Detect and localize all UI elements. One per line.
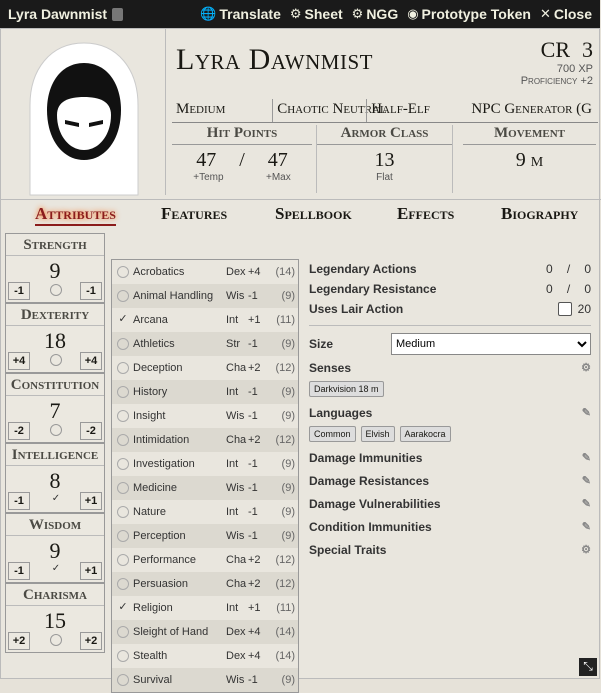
ability-label[interactable]: Charisma	[6, 584, 104, 606]
ability-label[interactable]: Constitution	[6, 374, 104, 396]
window-header	[0, 0, 600, 28]
skill-name[interactable]: Sleight of Hand	[133, 626, 209, 638]
skill-modifier[interactable]: +1	[248, 314, 261, 326]
prototype-token-button[interactable]	[407, 6, 531, 22]
skill-modifier[interactable]: -1	[248, 410, 258, 422]
check-icon[interactable]: ✓	[118, 601, 128, 613]
control-label: Sheet	[304, 6, 343, 22]
globe-icon: 🌐	[200, 6, 217, 21]
legendary-resistance-row: Legendary Resistance 0 / 0	[309, 282, 591, 296]
window-title: Lyra Dawnmist	[8, 6, 108, 22]
ability-modifier[interactable]: +2	[8, 632, 30, 650]
ability-modifier[interactable]: -2	[8, 422, 30, 440]
sheet-tabs	[1, 199, 601, 229]
circle-icon[interactable]	[117, 410, 129, 422]
special-traits-label: Special Traits	[309, 542, 387, 557]
skill-passive: (14)	[275, 626, 295, 638]
circle-icon[interactable]	[50, 284, 62, 296]
skill-row	[112, 548, 298, 572]
skill-ability[interactable]: Cha	[226, 434, 247, 446]
ability-scores	[5, 233, 105, 653]
skill-modifier[interactable]: -1	[248, 482, 258, 494]
skill-row	[112, 332, 298, 356]
languages-label: Languages	[309, 405, 373, 420]
traits-panel	[309, 259, 591, 561]
skill-row	[112, 596, 298, 620]
xp-value: 700 XP	[556, 63, 593, 75]
ability-strength	[5, 233, 105, 303]
circle-icon[interactable]	[117, 290, 129, 302]
size-detail[interactable]: Medium	[176, 101, 226, 117]
ability-modifier[interactable]: -1	[8, 282, 30, 300]
skill-ability[interactable]: Int	[226, 314, 239, 326]
gear-icon: ⚙	[289, 6, 302, 21]
size-label: Size	[309, 337, 334, 351]
ability-score[interactable]: 15	[44, 608, 66, 633]
skill-name[interactable]: Religion	[133, 602, 173, 614]
condition-immunities-label: Condition Immunities	[309, 519, 432, 534]
translate-button[interactable]	[200, 6, 281, 22]
hp-separator: /	[239, 149, 245, 171]
ability-dexterity	[5, 303, 105, 373]
languages-tags	[309, 426, 591, 442]
skill-name[interactable]: Performance	[133, 554, 196, 566]
skill-ability[interactable]: Wis	[226, 674, 245, 686]
circle-icon[interactable]	[117, 338, 129, 350]
ability-label[interactable]: Strength	[6, 234, 104, 256]
skill-passive: (9)	[281, 674, 295, 686]
languages-row	[309, 401, 591, 424]
skill-modifier[interactable]: -1	[248, 386, 258, 398]
control-label: Translate	[219, 6, 281, 22]
damage-resistances-row	[309, 469, 591, 492]
ability-modifier[interactable]: -1	[8, 492, 30, 510]
skill-ability[interactable]: Cha	[226, 554, 247, 566]
ability-constitution	[5, 373, 105, 443]
ability-score[interactable]: 18	[44, 328, 66, 353]
skill-row	[112, 404, 298, 428]
proficiency-value: Proficiency +2	[520, 75, 593, 87]
skill-modifier[interactable]: +2	[248, 434, 261, 446]
legendary-resistance-max[interactable]: 0	[584, 282, 591, 296]
skill-passive: (9)	[281, 410, 295, 422]
skill-ability[interactable]: Int	[226, 602, 239, 614]
skill-name[interactable]: Nature	[133, 506, 167, 518]
skill-ability[interactable]: Wis	[226, 410, 245, 422]
skill-modifier[interactable]: -1	[248, 458, 258, 470]
senses-label: Senses	[309, 360, 352, 375]
ability-score[interactable]: 8	[49, 468, 61, 493]
user-circle-icon: ◉	[407, 6, 419, 21]
circle-icon[interactable]	[50, 634, 62, 646]
ability-label[interactable]: Dexterity	[6, 304, 104, 326]
ability-score[interactable]: 9	[49, 258, 61, 283]
lair-action-label: Uses Lair Action	[309, 302, 404, 316]
edit-icon[interactable]: ✎	[581, 452, 591, 464]
circle-icon[interactable]	[117, 626, 129, 638]
challenge-rating	[521, 37, 593, 87]
skill-modifier[interactable]: +2	[248, 578, 261, 590]
skill-modifier[interactable]: -1	[248, 506, 258, 518]
circle-icon[interactable]	[117, 506, 129, 518]
saving-throw[interactable]: +2	[80, 632, 102, 650]
skill-row	[112, 356, 298, 380]
edit-icon[interactable]: ✎	[581, 521, 591, 533]
circle-icon[interactable]	[117, 458, 129, 470]
skill-passive: (12)	[275, 554, 295, 566]
circle-icon[interactable]	[117, 386, 129, 398]
skill-ability[interactable]: Wis	[226, 530, 245, 542]
legendary-actions-label: Legendary Actions	[309, 262, 417, 276]
skill-name[interactable]: Medicine	[133, 482, 178, 494]
lair-action-checkbox[interactable]	[558, 302, 572, 316]
circle-icon[interactable]	[117, 554, 129, 566]
skill-ability[interactable]: Int	[226, 386, 239, 398]
cr-label: CR	[540, 37, 570, 62]
lair-initiative-value[interactable]: 20	[577, 302, 591, 316]
skill-ability[interactable]: Int	[226, 506, 239, 518]
skill-passive: (9)	[281, 290, 295, 302]
sheet-button[interactable]	[290, 6, 343, 22]
tab-biography[interactable]: Biography	[501, 204, 579, 223]
character-sheet	[0, 28, 600, 686]
skill-ability[interactable]: Cha	[226, 362, 247, 374]
tab-features[interactable]: Features	[161, 204, 228, 223]
circle-icon[interactable]	[117, 674, 129, 686]
skill-name[interactable]: Perception	[133, 530, 186, 542]
legendary-resistance-value[interactable]: 0	[546, 282, 553, 296]
lair-action-row	[309, 299, 591, 319]
condition-immunities-row	[309, 515, 591, 538]
skill-name[interactable]: Intimidation	[133, 434, 190, 446]
gear-icon: ⚙	[351, 6, 364, 21]
skill-name[interactable]: Arcana	[133, 314, 168, 326]
skill-row	[112, 380, 298, 404]
tab-attributes[interactable]: Attributes	[35, 204, 116, 226]
skill-row	[112, 428, 298, 452]
skill-modifier[interactable]: +4	[248, 650, 261, 662]
saving-throw[interactable]: -2	[80, 422, 102, 440]
circle-icon[interactable]	[117, 482, 129, 494]
skill-passive: (9)	[281, 338, 295, 350]
check-icon[interactable]: ✓	[51, 563, 61, 574]
circle-icon[interactable]	[50, 424, 62, 436]
tab-spellbook[interactable]: Spellbook	[275, 204, 352, 223]
document-id-icon[interactable]	[112, 8, 123, 21]
hit-points-label: Hit Points	[172, 125, 312, 145]
skill-row	[112, 572, 298, 596]
skill-modifier[interactable]: -1	[248, 290, 258, 302]
circle-icon[interactable]	[117, 362, 129, 374]
skill-ability[interactable]: Wis	[226, 290, 245, 302]
ability-score[interactable]: 9	[49, 538, 61, 563]
legendary-actions-max[interactable]: 0	[584, 262, 591, 276]
saving-throw[interactable]: +1	[80, 562, 102, 580]
tag: Elvish	[361, 426, 395, 442]
hp-temp-max[interactable]: +Max	[266, 172, 291, 183]
control-label: Close	[553, 6, 592, 22]
skill-row	[112, 284, 298, 308]
race-detail[interactable]: Half-Elf	[366, 99, 467, 122]
close-button[interactable]	[540, 6, 592, 22]
circle-icon[interactable]	[117, 266, 129, 278]
circle-icon[interactable]	[117, 434, 129, 446]
legendary-resistance-label: Legendary Resistance	[309, 282, 437, 296]
senses-tags	[309, 381, 591, 397]
skill-row	[112, 644, 298, 668]
circle-icon[interactable]	[117, 578, 129, 590]
size-row	[309, 332, 591, 356]
tag: Darkvision 18 m	[309, 381, 384, 397]
legendary-actions-row: Legendary Actions 0 / 0	[309, 262, 591, 276]
saving-throw[interactable]: -1	[80, 282, 102, 300]
damage-immunities-label: Damage Immunities	[309, 450, 423, 465]
skill-passive: (9)	[281, 530, 295, 542]
size-select[interactable]	[391, 333, 591, 355]
tab-effects[interactable]: Effects	[397, 204, 455, 223]
close-icon: ✕	[539, 6, 551, 21]
skill-modifier[interactable]: +1	[248, 602, 261, 614]
armor-class-label: Armor Class	[317, 125, 452, 145]
skill-passive: (9)	[281, 386, 295, 398]
skill-row	[112, 620, 298, 644]
hp-max[interactable]: 47	[267, 149, 288, 171]
skill-ability[interactable]: Int	[226, 458, 239, 470]
ability-label[interactable]: Wisdom	[6, 514, 104, 536]
ability-intelligence	[5, 443, 105, 513]
skill-row	[112, 476, 298, 500]
skill-passive: (11)	[276, 314, 295, 326]
skill-modifier[interactable]: +2	[248, 554, 261, 566]
skill-name[interactable]: Insight	[133, 410, 166, 422]
gear-icon[interactable]: ⚙	[581, 544, 591, 556]
skill-modifier[interactable]: -1	[248, 674, 258, 686]
skill-passive: (9)	[281, 458, 295, 470]
skill-row	[112, 524, 298, 548]
tag: Common	[309, 426, 356, 442]
gear-icon[interactable]: ⚙	[581, 362, 591, 374]
skill-ability[interactable]: Dex	[226, 266, 246, 278]
skill-passive: (12)	[275, 578, 295, 590]
skill-passive: (12)	[275, 434, 295, 446]
ability-modifier[interactable]: +4	[8, 352, 30, 370]
skill-row	[112, 308, 298, 332]
skill-name[interactable]: Persuasion	[133, 578, 189, 590]
skill-name[interactable]: Survival	[133, 674, 173, 686]
skill-name[interactable]: Acrobatics	[133, 266, 185, 278]
damage-vulnerabilities-row	[309, 492, 591, 515]
cr-value[interactable]: 3	[582, 37, 593, 62]
skill-row	[112, 668, 298, 692]
saving-throw[interactable]: +1	[80, 492, 102, 510]
skill-row	[112, 452, 298, 476]
ac-sub: Flat	[376, 172, 393, 183]
edit-icon[interactable]: ✎	[581, 498, 591, 510]
hp-temp[interactable]: +Temp	[193, 172, 224, 183]
circle-icon[interactable]	[117, 530, 129, 542]
skill-modifier[interactable]: +4	[248, 266, 261, 278]
skill-passive: (12)	[275, 362, 295, 374]
skill-modifier[interactable]: +2	[248, 362, 261, 374]
character-details	[172, 99, 598, 123]
skill-row	[112, 500, 298, 524]
damage-vulnerabilities-label: Damage Vulnerabilities	[309, 496, 441, 511]
skill-name[interactable]: Animal Handling	[133, 290, 214, 302]
ngg-button[interactable]	[352, 6, 399, 22]
skill-ability[interactable]: Cha	[226, 578, 247, 590]
skill-passive: (14)	[275, 266, 295, 278]
ability-score[interactable]: 7	[49, 398, 61, 423]
hit-points-box	[172, 125, 312, 193]
skill-ability[interactable]: Str	[226, 338, 241, 350]
skill-name[interactable]: Athletics	[133, 338, 175, 350]
divider	[309, 325, 591, 326]
skill-passive: (14)	[275, 650, 295, 662]
header-panel	[165, 29, 601, 195]
skill-name[interactable]: Deception	[133, 362, 183, 374]
ability-label[interactable]: Intelligence	[6, 444, 104, 466]
senses-row	[309, 356, 591, 379]
source-detail[interactable]: NPC Generator (G	[471, 101, 592, 117]
skill-ability[interactable]: Dex	[226, 626, 246, 638]
circle-icon[interactable]	[117, 650, 129, 662]
damage-immunities-row	[309, 446, 591, 469]
ability-modifier[interactable]: -1	[8, 562, 30, 580]
check-icon[interactable]: ✓	[118, 313, 128, 325]
skill-passive: (11)	[276, 602, 295, 614]
skill-passive: (9)	[281, 482, 295, 494]
skill-name[interactable]: Stealth	[133, 650, 168, 662]
skill-name[interactable]: Investigation	[133, 458, 195, 470]
skill-ability[interactable]: Wis	[226, 482, 245, 494]
skill-name[interactable]: History	[133, 386, 168, 398]
ability-wisdom	[5, 513, 105, 583]
skill-passive: (9)	[281, 506, 295, 518]
skill-modifier[interactable]: -1	[248, 530, 258, 542]
ability-charisma	[5, 583, 105, 653]
control-label: NGG	[366, 6, 399, 22]
legendary-actions-value[interactable]: 0	[546, 262, 553, 276]
tag: Aarakocra	[400, 426, 451, 442]
character-name[interactable]: Lyra Dawnmist	[176, 43, 373, 76]
skill-ability[interactable]: Dex	[226, 650, 246, 662]
skills-list	[111, 259, 299, 693]
damage-resistances-label: Damage Resistances	[309, 473, 430, 488]
hp-current[interactable]: 47	[196, 149, 217, 171]
movement-label: Movement	[463, 125, 596, 145]
portrait-image[interactable]	[5, 35, 163, 195]
special-traits-row	[309, 538, 591, 561]
ac-value: 13	[374, 149, 395, 171]
saving-throw[interactable]: +4	[80, 352, 102, 370]
movement-box	[463, 125, 596, 193]
control-label: Prototype Token	[421, 6, 531, 22]
movement-value[interactable]: 9 m	[515, 149, 544, 171]
edit-icon[interactable]: ✎	[581, 475, 591, 487]
alignment-detail[interactable]: Chaotic Neutral	[272, 99, 366, 122]
resize-handle-icon[interactable]: ⤡	[579, 658, 597, 676]
skill-modifier[interactable]: -1	[248, 338, 258, 350]
skill-row	[112, 260, 298, 284]
edit-icon[interactable]: ✎	[581, 407, 591, 419]
skill-modifier[interactable]: +4	[248, 626, 261, 638]
circle-icon[interactable]	[50, 354, 62, 366]
window-controls	[200, 6, 592, 22]
check-icon[interactable]: ✓	[51, 493, 61, 504]
armor-class-box	[316, 125, 453, 193]
